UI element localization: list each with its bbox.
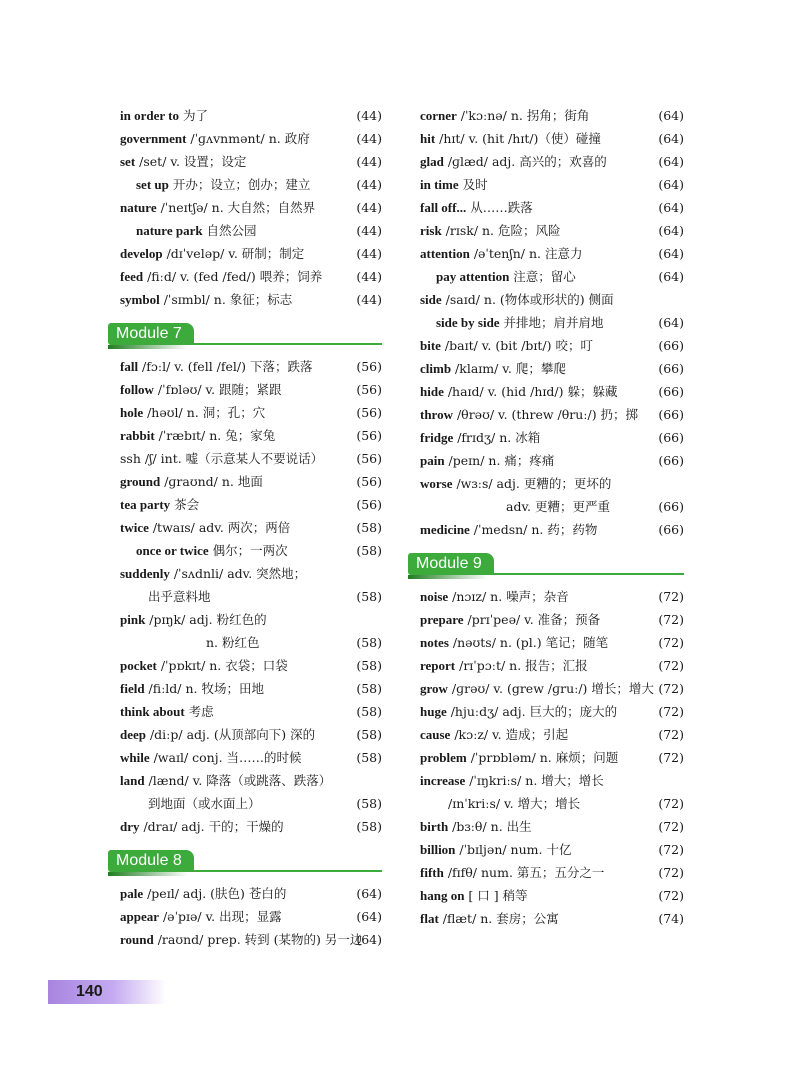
page-reference: (58) (356, 635, 382, 650)
headword: while (120, 750, 150, 765)
page-reference: (58) (356, 520, 382, 535)
vocab-entry (120, 700, 382, 723)
page-reference: (72) (658, 888, 684, 903)
page-reference: (56) (356, 451, 382, 466)
headword: nature park (136, 223, 203, 238)
definition: /əˈtenʃn/ n. 注意力 (469, 246, 583, 261)
page-reference: (64) (356, 886, 382, 901)
page-reference: (64) (356, 932, 382, 947)
vocab-entry (120, 585, 382, 608)
vocab-entry (120, 378, 382, 401)
headword: dry (120, 819, 140, 834)
definition: /ˈɪŋkriːs/ n. 增大；增长 (465, 773, 604, 788)
headword: pay attention (436, 269, 510, 284)
headword: side (420, 292, 442, 307)
vocab-entry (420, 449, 684, 472)
definition: /fɔːl/ v. (fell /fel/) 下落；跌落 (138, 359, 313, 374)
vocab-entry (120, 792, 382, 815)
page-reference: (66) (658, 384, 684, 399)
vocab-entry (120, 928, 382, 951)
vocab-entry (420, 495, 684, 518)
page-reference: (44) (356, 154, 382, 169)
vocab-entry (420, 403, 684, 426)
headword: tea party (120, 497, 171, 512)
module-heading-rule (180, 343, 382, 345)
definition: /dɪˈveləp/ v. 研制；制定 (162, 246, 305, 261)
vocab-entry (420, 196, 684, 219)
headword: medicine (420, 522, 470, 537)
headword: hide (420, 384, 444, 399)
vocab-entry (120, 424, 382, 447)
definition: /fɪfθ/ num. 第五；五分之一 (443, 865, 605, 880)
definition: /nɔɪz/ n. 噪声；杂音 (448, 589, 569, 604)
headword: in time (420, 177, 459, 192)
page-reference: (64) (658, 200, 684, 215)
page-reference: (66) (658, 522, 684, 537)
page-reference: (44) (356, 269, 382, 284)
vocab-entry (420, 654, 684, 677)
headword: rabbit (120, 428, 155, 443)
definition: /pɪŋk/ adj. 粉红色的 (145, 612, 267, 627)
definition: 为了 (178, 108, 208, 123)
vocab-entry (120, 127, 382, 150)
definition: /fiːd/ v. (fed /fed/) 喂养；饲养 (143, 269, 323, 284)
headword: side by side (436, 315, 500, 330)
headword: cause (420, 727, 451, 742)
page-reference: (58) (356, 750, 382, 765)
definition: 开办；设立；创办；建立 (168, 177, 311, 192)
vocab-entry (420, 127, 684, 150)
vocab-entry (420, 792, 684, 815)
headword: pale (120, 886, 144, 901)
definition: /peɪl/ adj. (肤色) 苍白的 (143, 886, 287, 901)
vocab-entry (420, 265, 684, 288)
page-reference: (72) (658, 658, 684, 673)
headword: follow (120, 382, 154, 397)
vocab-entry (420, 242, 684, 265)
vocab-entry (420, 585, 684, 608)
vocab-entry (120, 242, 382, 265)
module-heading (116, 850, 382, 874)
definition: /kɔːz/ v. 造成；引起 (450, 727, 569, 742)
page-reference: (72) (658, 796, 684, 811)
module-heading-shadow (408, 575, 488, 579)
headword: prepare (420, 612, 464, 627)
page-reference: (66) (658, 361, 684, 376)
headword: problem (420, 750, 467, 765)
page-reference: (44) (356, 200, 382, 215)
definition: /ɡrəʊ/ v. (grew /ɡruː/) 增长；增大 (447, 681, 654, 696)
headword: hit (420, 131, 436, 146)
definition: 考虑 (184, 704, 214, 719)
page-reference: (72) (658, 635, 684, 650)
headword: ground (120, 474, 161, 489)
definition: /haɪd/ v. (hid /hɪd/) 躲；躲藏 (443, 384, 618, 399)
vocab-entry (120, 401, 382, 424)
headword: appear (120, 909, 159, 924)
module-heading-label: Module 9 (408, 553, 494, 575)
headword: develop (120, 246, 163, 261)
definition: /əˈpɪə/ v. 出现；显露 (159, 909, 282, 924)
definition: /draɪ/ adj. 干的；干燥的 (139, 819, 284, 834)
vocab-entry (120, 447, 382, 470)
module-heading-rule (480, 573, 684, 575)
vocab-entry (420, 173, 684, 196)
page-reference: (72) (658, 842, 684, 857)
page-reference: (44) (356, 131, 382, 146)
definition: /hjuːdʒ/ adj. 巨大的；庞大的 (446, 704, 618, 719)
page-reference: (58) (356, 589, 382, 604)
page-reference: (66) (658, 499, 684, 514)
page-reference: (44) (356, 177, 382, 192)
module-heading-label: Module 7 (108, 323, 194, 345)
vocab-entry (120, 265, 382, 288)
vocab-entry (120, 746, 382, 769)
definition: /θrəʊ/ v. (threw /θruː/) 扔；掷 (452, 407, 639, 422)
vocab-entry (120, 723, 382, 746)
definition: /ˈsɪmbl/ n. 象征；标志 (159, 292, 293, 307)
page-reference: (72) (658, 704, 684, 719)
page-reference: (66) (658, 338, 684, 353)
page-number: 140 (48, 980, 166, 1004)
headword: climb (420, 361, 452, 376)
vocab-entry (420, 219, 684, 242)
definition: 从……跌落 (466, 200, 533, 215)
definition: /ˈmedsn/ n. 药；药物 (469, 522, 598, 537)
page-reference: (64) (658, 131, 684, 146)
definition: 及时 (458, 177, 488, 192)
definition: /ˈneɪtʃə/ n. 大自然；自然界 (156, 200, 316, 215)
vocab-entry (420, 723, 684, 746)
headword: fridge (420, 430, 454, 445)
page-reference: (72) (658, 589, 684, 604)
headword: think about (120, 704, 185, 719)
headword: grow (420, 681, 448, 696)
right-column (416, 104, 684, 930)
headword: hang on (420, 888, 465, 903)
vocab-entry (420, 472, 684, 495)
headword: huge (420, 704, 447, 719)
page-reference: (58) (356, 727, 382, 742)
module-heading-shadow (108, 872, 188, 876)
vocab-entry (420, 311, 684, 334)
definition: adv. 更糟；更严重 (506, 499, 610, 514)
definition: /ˈbɪljən/ num. 十亿 (455, 842, 572, 857)
vocab-entry (420, 150, 684, 173)
headword: fifth (420, 865, 444, 880)
page-reference: (72) (658, 727, 684, 742)
vocab-entry (420, 700, 684, 723)
vocab-entry (420, 677, 684, 700)
definition: /baɪt/ v. (bit /bɪt/) 咬；叮 (440, 338, 593, 353)
definition: /nəʊts/ n. (pl.) 笔记；随笔 (448, 635, 609, 650)
vocab-entry (120, 562, 382, 585)
headword: government (120, 131, 187, 146)
headword: birth (420, 819, 449, 834)
page-reference: (58) (356, 658, 382, 673)
definition: /bɜːθ/ n. 出生 (448, 819, 532, 834)
definition: /waɪl/ conj. 当……的时候 (149, 750, 302, 765)
page-reference: (56) (356, 359, 382, 374)
vocab-entry (120, 150, 382, 173)
headword: noise (420, 589, 449, 604)
definition: [ 口 ] 稍等 (464, 888, 528, 903)
page-reference: (64) (658, 246, 684, 261)
headword: twice (120, 520, 149, 535)
headword: attention (420, 246, 470, 261)
headword: field (120, 681, 145, 696)
headword: pink (120, 612, 146, 627)
page-reference: (66) (658, 453, 684, 468)
definition: 注意；留心 (509, 269, 576, 284)
page-reference: (58) (356, 796, 382, 811)
definition: 并排地；肩并肩地 (499, 315, 604, 330)
page-reference: (72) (658, 681, 684, 696)
definition: /wɜːs/ adj. 更糟的；更坏的 (452, 476, 612, 491)
vocab-entry (420, 746, 684, 769)
definition: /rɪsk/ n. 危险；风险 (441, 223, 561, 238)
vocab-entry (120, 288, 382, 311)
definition: 出乎意料地 (148, 589, 211, 604)
vocab-entry (420, 288, 684, 311)
page-reference: (58) (356, 543, 382, 558)
vocab-entry (120, 654, 382, 677)
page-reference: (64) (658, 315, 684, 330)
headword: billion (420, 842, 456, 857)
page-reference: (72) (658, 819, 684, 834)
vocab-entry (420, 357, 684, 380)
definition: /flæt/ n. 套房；公寓 (438, 911, 559, 926)
page-reference: (74) (658, 911, 684, 926)
page-reference: (44) (356, 246, 382, 261)
vocab-entry (120, 815, 382, 838)
vocab-entry (120, 219, 382, 242)
headword: glad (420, 154, 444, 169)
vocab-entry (420, 838, 684, 861)
definition: 茶会 (170, 497, 200, 512)
definition: /ɡraʊnd/ n. 地面 (160, 474, 263, 489)
vocab-entry (120, 470, 382, 493)
page-reference: (58) (356, 704, 382, 719)
page-reference: (66) (658, 430, 684, 445)
page-reference: (56) (356, 497, 382, 512)
vocab-entry (420, 518, 684, 541)
vocab-entry (120, 677, 382, 700)
page-reference: (56) (356, 474, 382, 489)
module-heading (116, 323, 382, 347)
page-reference: (44) (356, 292, 382, 307)
definition: /raʊnd/ prep. 转到 (某物的) 另一边 (153, 932, 363, 947)
definition: /fiːld/ n. 牧场；田地 (144, 681, 264, 696)
definition: /ˈɡʌvnmənt/ n. 政府 (186, 131, 310, 146)
headword: suddenly (120, 566, 170, 581)
headword: feed (120, 269, 144, 284)
vocab-entry (120, 516, 382, 539)
headword: set up (136, 177, 169, 192)
definition: /ˈkɔːnə/ n. 拐角；街角 (456, 108, 590, 123)
module-heading-shadow (108, 345, 188, 349)
headword: bite (420, 338, 441, 353)
vocab-entry (120, 539, 382, 562)
definition: 到地面（或水面上） (148, 796, 261, 811)
headword: risk (420, 223, 442, 238)
headword: throw (420, 407, 453, 422)
vocab-entry (120, 905, 382, 928)
vocab-entry (420, 907, 684, 930)
definition: /set/ v. 设置；设定 (135, 154, 247, 169)
headword: fall (120, 359, 139, 374)
page-reference: (56) (356, 382, 382, 397)
definition: /hɪt/ v. (hit /hɪt/)（使）碰撞 (435, 131, 601, 146)
vocab-entry (120, 196, 382, 219)
headword: once or twice (136, 543, 209, 558)
vocab-entry (420, 380, 684, 403)
definition: /həʊl/ n. 洞；孔；穴 (143, 405, 266, 420)
vocab-entry (120, 173, 382, 196)
headword: nature (120, 200, 157, 215)
vocab-entry (420, 334, 684, 357)
definition: /ˈfɒləʊ/ v. 跟随；紧跟 (153, 382, 282, 397)
page-reference: (72) (658, 612, 684, 627)
vocab-entry (420, 815, 684, 838)
headword: round (120, 932, 154, 947)
headword: symbol (120, 292, 160, 307)
definition: /ɪnˈkriːs/ v. 增大；增长 (448, 796, 581, 811)
definition: /rɪˈpɔːt/ n. 报告；汇报 (455, 658, 588, 673)
vocab-entry (120, 769, 382, 792)
vocab-entry (120, 608, 382, 631)
page-reference: (64) (658, 223, 684, 238)
page-reference: (58) (356, 819, 382, 834)
page-reference: (44) (356, 108, 382, 123)
headword: land (120, 773, 145, 788)
page-reference: (72) (658, 750, 684, 765)
definition: /ɡlæd/ adj. 高兴的；欢喜的 (443, 154, 607, 169)
module-heading (416, 553, 684, 577)
headword: pocket (120, 658, 157, 673)
module-heading-label: Module 8 (108, 850, 194, 872)
headword: in order to (120, 108, 179, 123)
vocab-entry (120, 631, 382, 654)
vocab-entry (120, 882, 382, 905)
vocab-entry (120, 355, 382, 378)
definition: /ˈræbɪt/ n. 兔；家兔 (154, 428, 276, 443)
vocab-entry (420, 861, 684, 884)
page-reference: (56) (356, 428, 382, 443)
definition: n. 粉红色 (206, 635, 260, 650)
vocab-entry (420, 769, 684, 792)
definition: /frɪdʒ/ n. 冰箱 (453, 430, 541, 445)
headword: fall off... (420, 200, 467, 215)
headword: corner (420, 108, 457, 123)
headword: pain (420, 453, 445, 468)
page-reference: (66) (658, 407, 684, 422)
definition: /ˈpɒkɪt/ n. 衣袋；口袋 (156, 658, 288, 673)
page-reference: (72) (658, 865, 684, 880)
vocab-entry (420, 631, 684, 654)
page-reference: (64) (658, 108, 684, 123)
headword: flat (420, 911, 439, 926)
headword: report (420, 658, 456, 673)
definition: /diːp/ adj. (从顶部向下) 深的 (146, 727, 316, 742)
page-reference: (44) (356, 223, 382, 238)
page-reference: (64) (356, 909, 382, 924)
definition: /peɪn/ n. 痛；疼痛 (444, 453, 555, 468)
page-reference: (56) (356, 405, 382, 420)
definition: 偶尔；一两次 (208, 543, 288, 558)
headword: hole (120, 405, 144, 420)
definition: ssh /ʃ/ int. 嘘（示意某人不要说话） (120, 451, 324, 466)
left-column (116, 104, 382, 951)
definition: /klaɪm/ v. 爬；攀爬 (451, 361, 566, 376)
module-heading-rule (180, 870, 382, 872)
headword: increase (420, 773, 466, 788)
vocab-entry (420, 608, 684, 631)
vocab-entry (420, 884, 684, 907)
page-reference: (64) (658, 154, 684, 169)
page-reference: (58) (356, 681, 382, 696)
definition: /prɪˈpeə/ v. 准备；预备 (463, 612, 601, 627)
definition: /saɪd/ n. (物体或形状的) 侧面 (441, 292, 614, 307)
definition: /ˈsʌdnli/ adv. 突然地； (169, 566, 307, 581)
headword: notes (420, 635, 449, 650)
headword: deep (120, 727, 146, 742)
vocab-entry (120, 493, 382, 516)
vocab-entry (420, 104, 684, 127)
vocab-entry (420, 426, 684, 449)
definition: /ˈprɒbləm/ n. 麻烦；问题 (466, 750, 619, 765)
headword: set (120, 154, 136, 169)
definition: 自然公园 (202, 223, 257, 238)
definition: /twaɪs/ adv. 两次；两倍 (148, 520, 291, 535)
page-reference: (64) (658, 177, 684, 192)
page-reference: (64) (658, 269, 684, 284)
headword: worse (420, 476, 453, 491)
vocab-entry (120, 104, 382, 127)
definition: /lænd/ v. 降落（或跳落、跌落） (144, 773, 332, 788)
